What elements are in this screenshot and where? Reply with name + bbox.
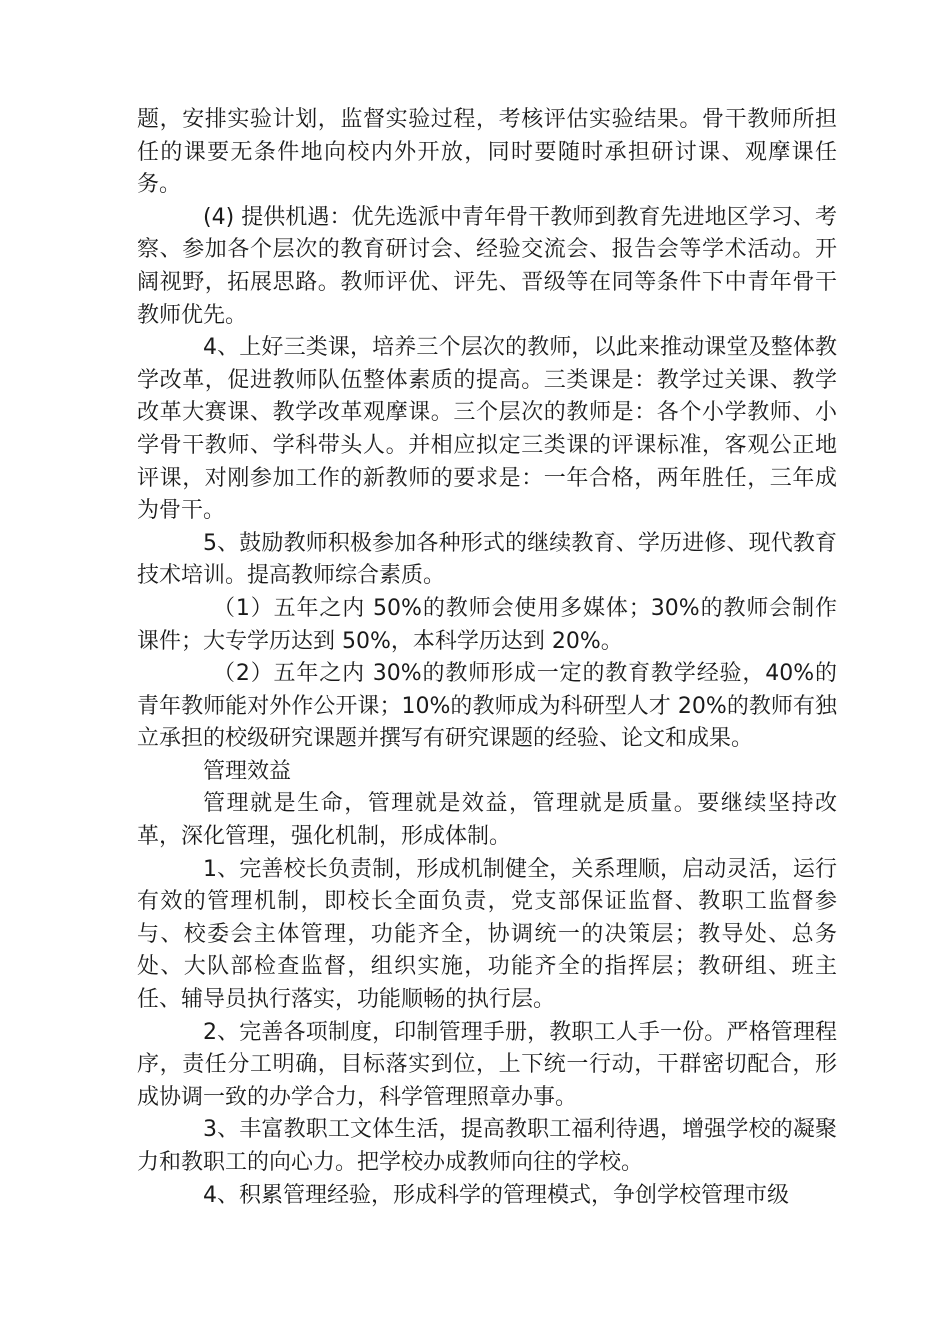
section-heading-management-benefit: 管理效益 xyxy=(203,758,292,784)
paragraph-continuing-education: 5、鼓励教师积极参加各种形式的继续教育、学历进修、现代教育技术培训。提高教师综合素质。 xyxy=(137,530,837,589)
paragraph-management-intro: 管理就是生命，管理就是效益，管理就是质量。要继续坚持改革，深化管理，强化机制，形成体制。 xyxy=(137,791,837,850)
paragraph-regulations: 2、完善各项制度，印制管理手册，教职工人手一份。严格管理程序，责任分工明确，目标落实到位，上下统一行动，干群密切配合，形成协调一致的办学合力，科学管理照章办事。 xyxy=(137,1019,837,1110)
paragraph-staff-welfare: 3、丰富教职工文体生活，提高教职工福利待遇，增强学校的凝聚力和教职工的向心力。把学校办成教师向往的学校。 xyxy=(137,1117,837,1175)
paragraph-principal-responsibility: 1、完善校长负责制，形成机制健全，关系理顺，启动灵活，运行有效的管理机制，即校长全面负责，党支部保证监督、教职工监督参与、校委会主体管理，功能齐全，协调统一的决策层；教导处、总务处、大队部检查监督，组织实施，功能齐全的指挥层；教研组、班主任、辅导员执行落实，功能顺畅的执行层。 xyxy=(137,856,837,1013)
paragraph-provide-opportunities: (4) 提供机遇：优先选派中青年骨干教师到教育先进地区学习、考察、参加各个层次的教育研讨会、经验交流会、报告会等学术活动。开阔视野，拓展思路。教师评优、评先、晋级等在同等条件下中青年骨干教师优先。 xyxy=(137,204,837,328)
paragraph-three-types-of-lessons: 4、上好三类课，培养三个层次的教师，以此来推动课堂及整体教学改革，促进教师队伍整体素质的提高。三类课是：教学过关课、教学改革大赛课、教学改革观摩课。三个层次的教师是：各个小学教师、小学骨干教师、学科带头人。并相应拟定三类课的评课标准，客观公正地评课，对刚参加工作的新教师的要求是：一年合格，两年胜任，三年成为骨干。 xyxy=(137,335,837,524)
paragraph-target-1: （1）五年之内 50%的教师会使用多媒体；30%的教师会制作课件；大专学历达到 50%，本科学历达到 20%。 xyxy=(137,595,837,654)
paragraph-continuation: 题，安排实验计划，监督实验过程，考核评估实验结果。骨干教师所担任的课要无条件地向校内外开放，同时要随时承担研讨课、观摩课任务。 xyxy=(137,107,837,198)
paragraph-target-2: （2）五年之内 30%的教师形成一定的教育教学经验，40%的青年教师能对外作公开课；10%的教师成为科研型人才 20%的教师有独立承担的校级研究课题并撰写有研究课题的经验、论文和成果。 xyxy=(137,661,837,752)
document-body xyxy=(137,104,837,1212)
paragraph-management-experience: 4、积累管理经验，形成科学的管理模式，争创学校管理市级 xyxy=(203,1182,789,1208)
